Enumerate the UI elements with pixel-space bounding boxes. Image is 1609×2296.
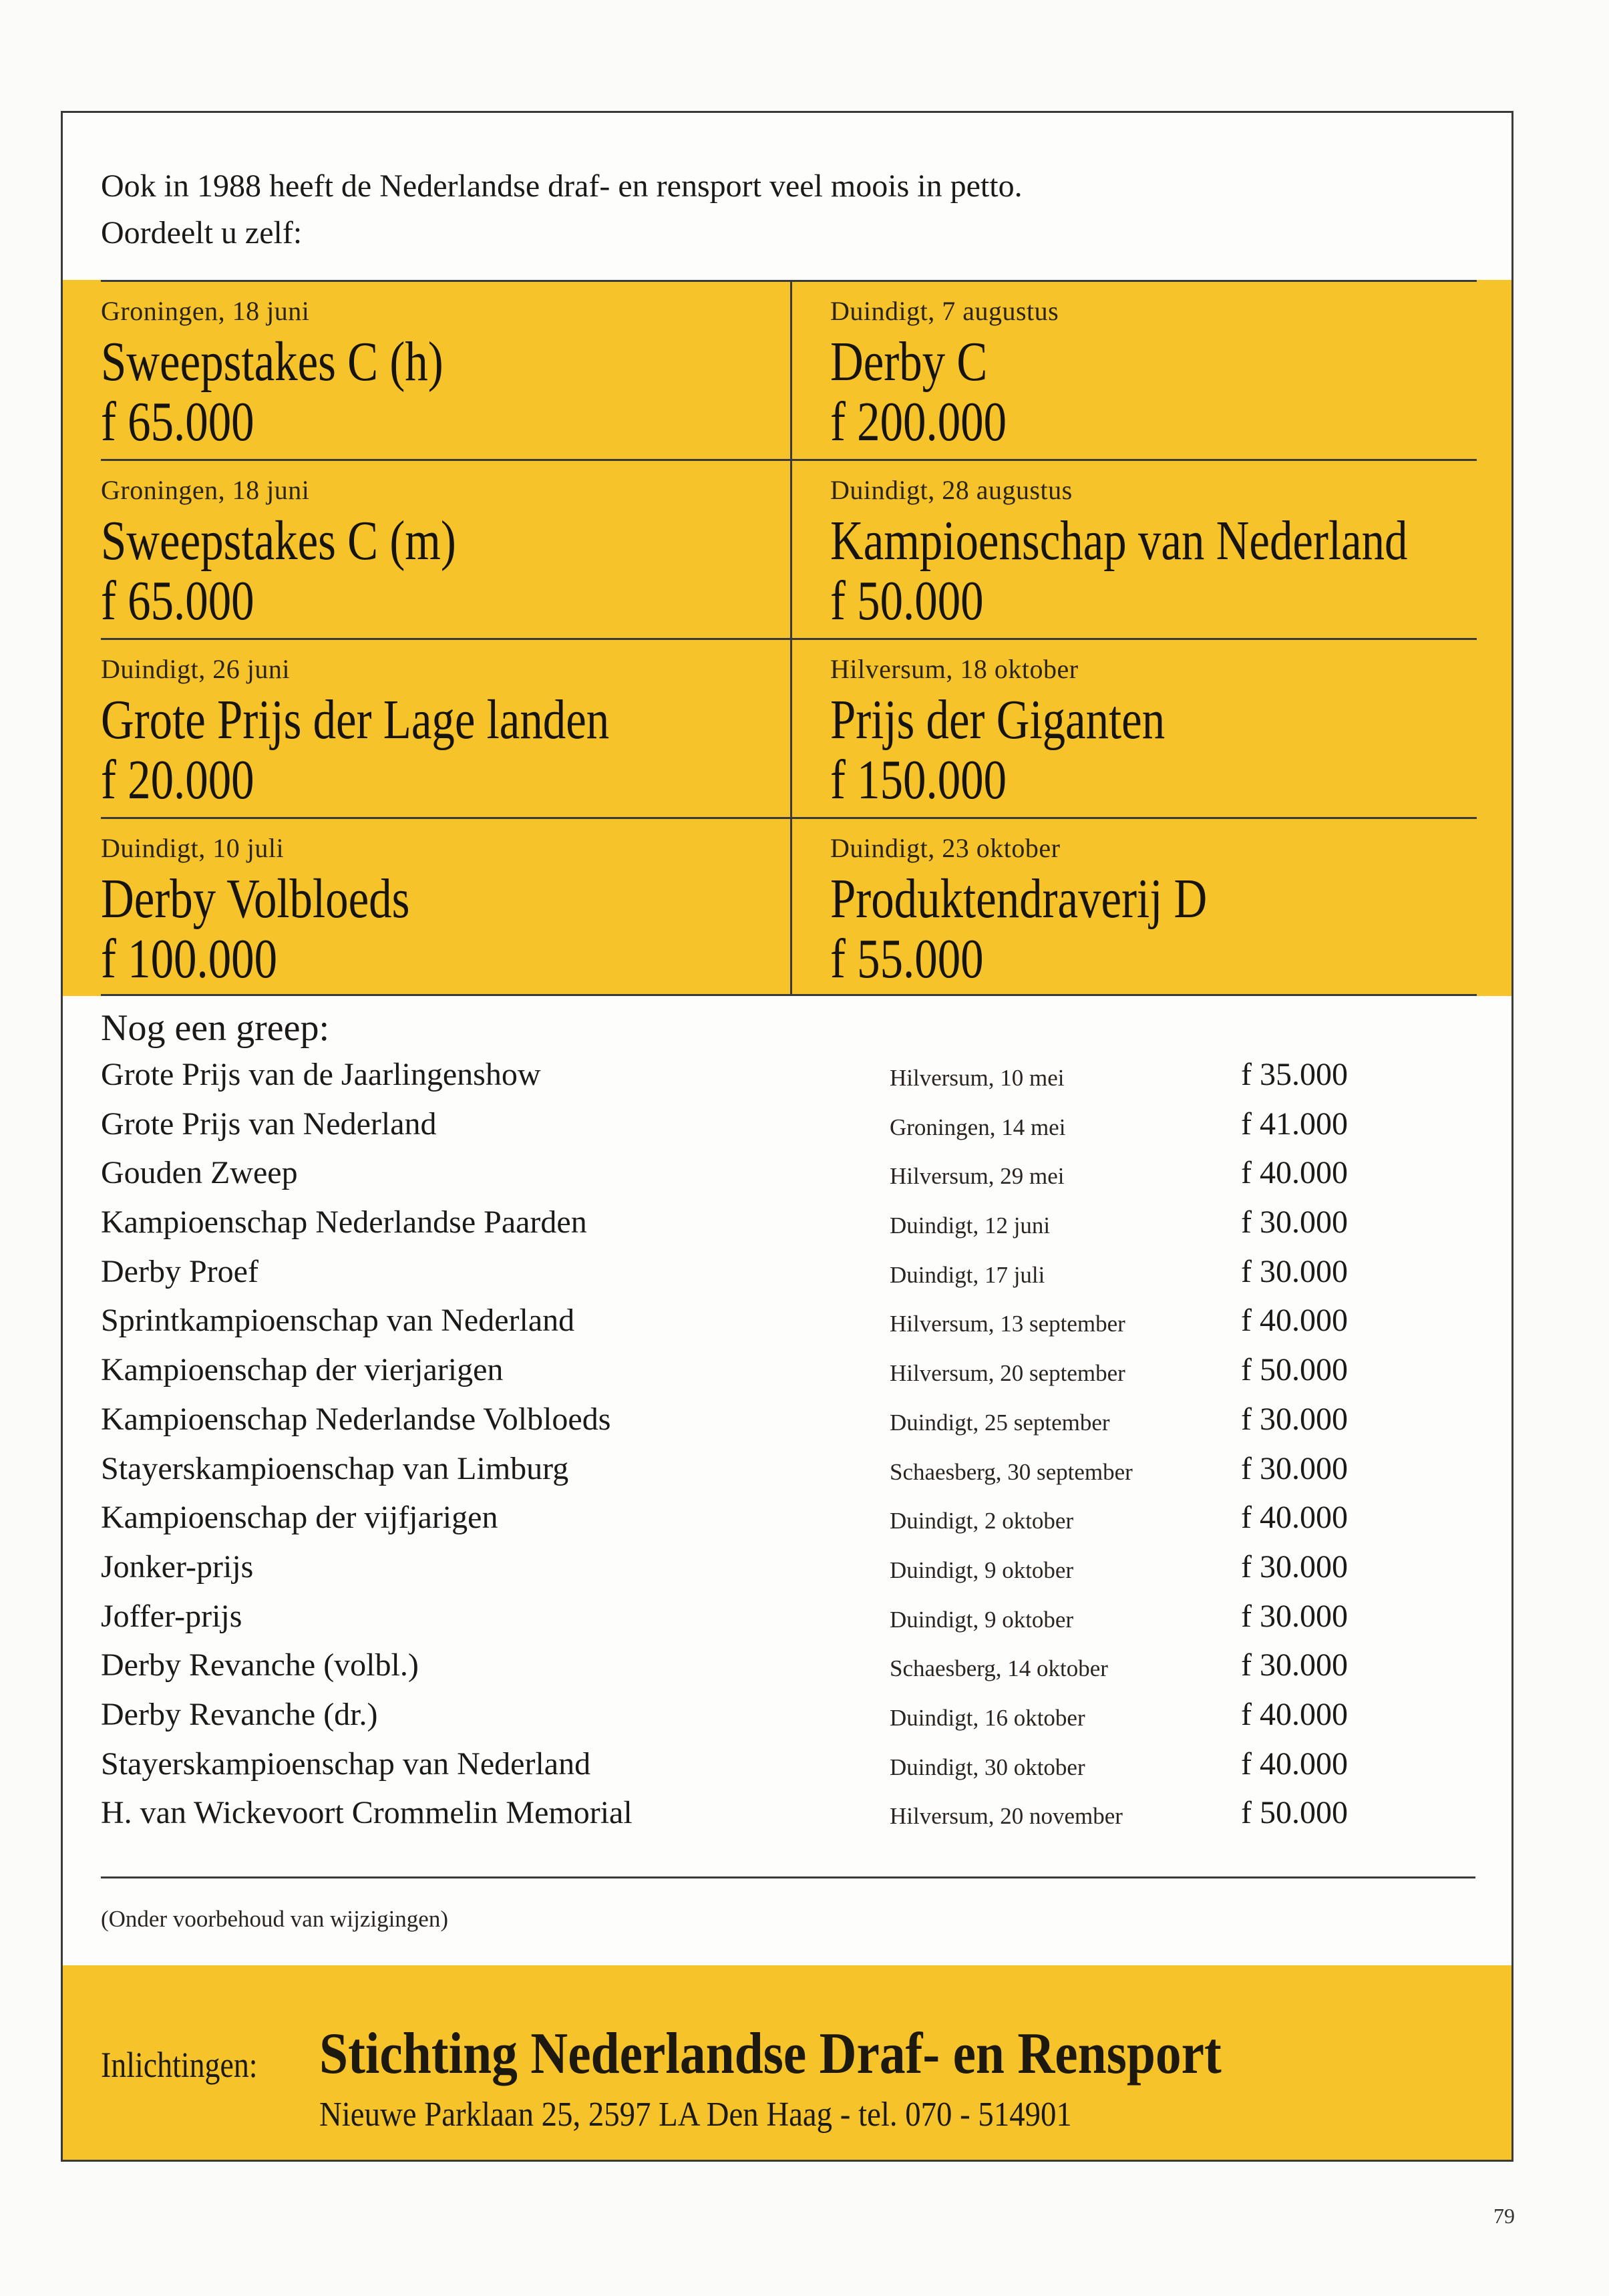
list-item	[101, 1597, 1470, 1646]
race-prize: f 150.000	[830, 749, 1007, 811]
race-name: Derby Revanche (dr.)	[101, 1696, 378, 1732]
race-prize: f 30.000	[1241, 1401, 1348, 1437]
featured-race	[101, 638, 790, 817]
more-races-list	[101, 1055, 1470, 1842]
race-name: Derby Volbloeds	[101, 868, 410, 930]
race-venue-date: Hilversum, 20 november	[890, 1803, 1123, 1830]
intro-line-2: Oordeelt u zelf:	[101, 215, 303, 251]
race-venue-date: Hilversum, 29 mei	[890, 1163, 1065, 1190]
featured-races-grid	[63, 280, 1511, 996]
race-prize: f 41.000	[1241, 1106, 1348, 1142]
race-venue-date: Hilversum, 20 september	[890, 1360, 1125, 1387]
featured-race	[101, 459, 790, 638]
race-prize: f 50.000	[830, 570, 984, 632]
race-prize: f 30.000	[1241, 1204, 1348, 1241]
list-item	[101, 1350, 1470, 1400]
race-venue-date: Duindigt, 28 augustus	[830, 475, 1073, 505]
more-races-heading: Nog een greep:	[101, 1007, 330, 1049]
info-label: Inlichtingen:	[101, 2045, 258, 2085]
list-item	[101, 1153, 1470, 1202]
race-venue-date: Duindigt, 9 oktober	[890, 1556, 1074, 1583]
race-venue-date: Duindigt, 2 oktober	[890, 1508, 1074, 1534]
race-venue-date: Hilversum, 10 mei	[890, 1065, 1065, 1091]
list-item	[101, 1301, 1470, 1350]
featured-race	[101, 817, 790, 996]
race-venue-date: Duindigt, 17 juli	[890, 1261, 1045, 1288]
race-prize: f 40.000	[1241, 1696, 1348, 1732]
race-name: Joffer-prijs	[101, 1598, 242, 1634]
featured-race	[790, 459, 1477, 638]
list-item	[101, 1547, 1470, 1597]
race-name: Sweepstakes C (h)	[101, 331, 443, 393]
announcement-frame	[61, 111, 1513, 2162]
race-name: Produktendraverij D	[830, 868, 1208, 930]
race-name: H. van Wickevoort Crommelin Memorial	[101, 1795, 633, 1831]
race-name: Jonker-prijs	[101, 1548, 254, 1585]
organization-name: Stichting Nederlandse Draf- en Rensport	[319, 2021, 1222, 2086]
race-prize: f 200.000	[830, 391, 1007, 453]
featured-race	[101, 280, 790, 459]
race-venue-date: Duindigt, 23 oktober	[830, 833, 1061, 863]
race-prize: f 40.000	[1241, 1746, 1348, 1782]
list-item	[101, 1104, 1470, 1154]
page-number: 79	[1493, 2204, 1515, 2228]
race-venue-date: Groningen, 14 mei	[890, 1114, 1066, 1140]
race-venue-date: Groningen, 18 juni	[101, 475, 310, 505]
race-name: Kampioenschap der vijfjarigen	[101, 1500, 498, 1536]
disclaimer: (Onder voorbehoud van wijzigingen)	[101, 1906, 448, 1932]
race-prize: f 100.000	[101, 928, 278, 990]
race-prize: f 35.000	[1241, 1057, 1348, 1092]
contact-footer	[63, 1965, 1511, 2160]
race-prize: f 50.000	[1241, 1795, 1348, 1831]
race-prize: f 55.000	[830, 928, 984, 990]
race-prize: f 20.000	[101, 749, 254, 811]
race-venue-date: Duindigt, 25 september	[890, 1409, 1110, 1436]
list-item	[101, 1400, 1470, 1449]
featured-race	[790, 280, 1477, 459]
race-name: Sprintkampioenschap van Nederland	[101, 1303, 575, 1339]
race-name: Grote Prijs van de Jaarlingenshow	[101, 1057, 541, 1092]
race-name: Stayerskampioenschap van Nederland	[101, 1746, 591, 1782]
race-venue-date: Groningen, 18 juni	[101, 296, 310, 326]
race-venue-date: Hilversum, 13 september	[890, 1311, 1125, 1337]
race-venue-date: Duindigt, 12 juni	[890, 1212, 1051, 1239]
race-prize: f 30.000	[1241, 1253, 1348, 1289]
race-name: Grote Prijs der Lage landen	[101, 689, 610, 751]
race-name: Kampioenschap der vierjarigen	[101, 1352, 504, 1388]
list-item	[101, 1055, 1470, 1104]
race-name: Kampioenschap van Nederland	[830, 510, 1408, 572]
race-prize: f 65.000	[101, 391, 254, 453]
featured-race	[790, 638, 1477, 817]
race-venue-date: Hilversum, 18 oktober	[830, 654, 1079, 684]
list-item	[101, 1252, 1470, 1301]
race-name: Derby Proef	[101, 1253, 258, 1289]
race-venue-date: Duindigt, 16 oktober	[890, 1704, 1085, 1731]
race-prize: f 40.000	[1241, 1500, 1348, 1536]
race-name: Sweepstakes C (m)	[101, 510, 456, 572]
race-venue-date: Schaesberg, 30 september	[890, 1458, 1133, 1485]
race-venue-date: Duindigt, 10 juli	[101, 833, 285, 863]
race-prize: f 50.000	[1241, 1352, 1348, 1388]
list-item	[101, 1645, 1470, 1695]
race-prize: f 30.000	[1241, 1647, 1348, 1683]
race-venue-date: Duindigt, 26 juni	[101, 654, 290, 684]
list-item	[101, 1202, 1470, 1252]
race-name: Prijs der Giganten	[830, 689, 1166, 751]
race-name: Kampioenschap Nederlandse Paarden	[101, 1204, 587, 1241]
race-prize: f 30.000	[1241, 1450, 1348, 1486]
race-name: Gouden Zweep	[101, 1155, 298, 1191]
race-prize: f 30.000	[1241, 1548, 1348, 1585]
race-venue-date: Duindigt, 7 augustus	[830, 296, 1059, 326]
race-prize: f 40.000	[1241, 1155, 1348, 1191]
race-prize: f 40.000	[1241, 1303, 1348, 1339]
race-name: Derby Revanche (volbl.)	[101, 1647, 419, 1683]
race-venue-date: Duindigt, 30 oktober	[890, 1754, 1085, 1780]
organization-address: Nieuwe Parklaan 25, 2597 LA Den Haag - tel. 070 - 514901	[319, 2096, 1072, 2134]
list-item	[101, 1498, 1470, 1547]
race-prize: f 30.000	[1241, 1598, 1348, 1634]
race-name: Grote Prijs van Nederland	[101, 1106, 437, 1142]
race-name: Derby C	[830, 331, 988, 393]
race-venue-date: Duindigt, 9 oktober	[890, 1606, 1074, 1633]
divider	[101, 1876, 1475, 1878]
race-name: Kampioenschap Nederlandse Volbloeds	[101, 1401, 611, 1437]
race-venue-date: Schaesberg, 14 oktober	[890, 1655, 1108, 1682]
featured-race	[790, 817, 1477, 996]
list-item	[101, 1793, 1470, 1842]
intro-line-1: Ook in 1988 heeft de Nederlandse draf- en rensport veel moois in petto.	[101, 168, 1023, 204]
race-name: Stayerskampioenschap van Limburg	[101, 1450, 569, 1486]
list-item	[101, 1744, 1470, 1794]
race-prize: f 65.000	[101, 570, 254, 632]
list-item	[101, 1695, 1470, 1744]
list-item	[101, 1449, 1470, 1498]
